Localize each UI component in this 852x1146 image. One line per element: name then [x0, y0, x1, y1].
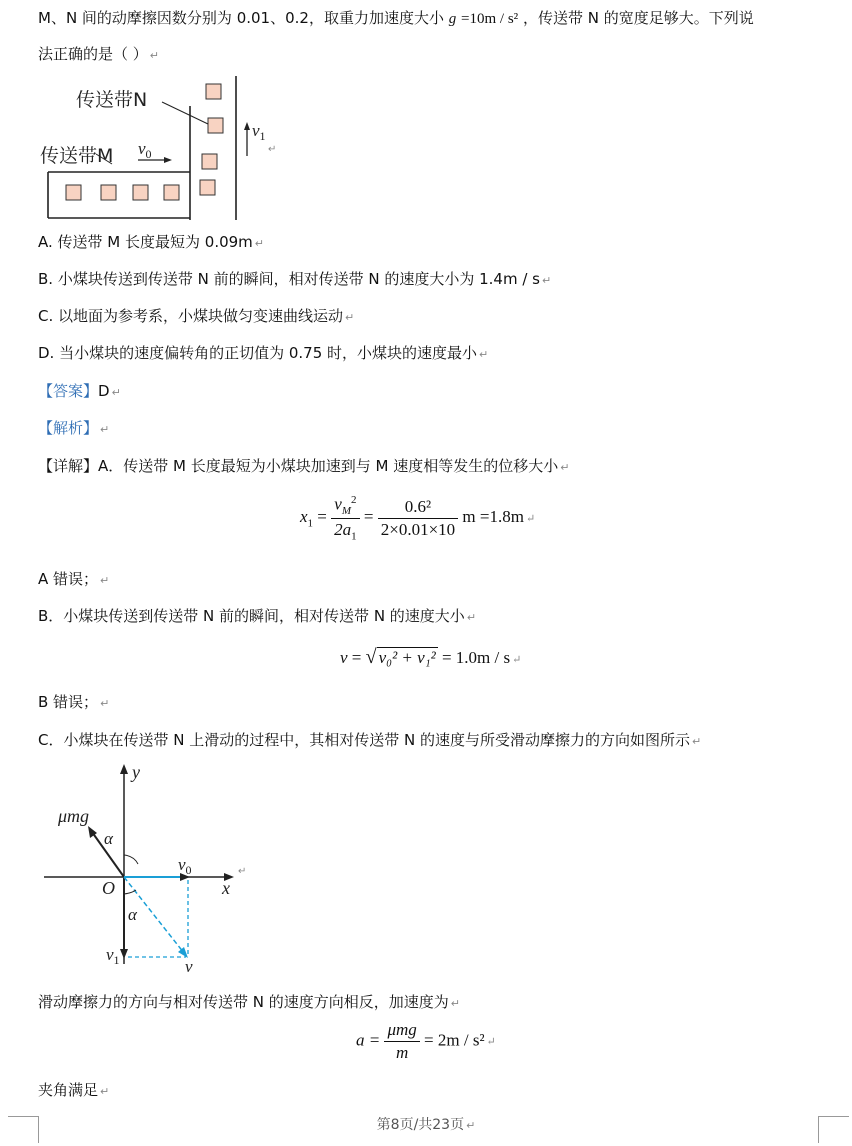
return-mark-2: ↵ — [238, 866, 247, 877]
fraction-a: $\frac{\text{μmg}}{m}$ — [384, 1020, 419, 1063]
option-a: A. 传送带 M 长度最短为 0.09m ↵ — [38, 233, 265, 251]
equation-3: a = $\frac{\text{μmg}}{m}$ = 2m / s² ↵ — [356, 1020, 496, 1062]
page-footer: 第8页/共23页 ↵ — [376, 1117, 476, 1133]
fraction-vm: $\frac{v_M^2}{2a_1}$ — [331, 494, 360, 542]
mu-mg-label: μmg — [58, 806, 90, 826]
intro-line-1 — [38, 8, 754, 29]
option-b: B. 小煤块传送到传送带 N 前的瞬间，相对传送带 N 的速度大小为 1.4m / s ↵ — [38, 270, 552, 288]
answer-label: 【答案】 — [38, 382, 99, 400]
question-stem: 法正确的是（ ） — [38, 45, 148, 63]
v0-vector — [124, 873, 190, 881]
angle-arc-bottom — [124, 890, 136, 894]
fraction-numeric: $\frac{\text{0.6²}}{2\times 0.01\times 10}$ — [378, 497, 458, 540]
option-c-text: C. 以地面为参考系，小煤块做匀变速曲线运动 — [38, 307, 344, 325]
option-a-text: A. 传送带 M 长度最短为 0.09m — [38, 233, 253, 251]
y-label: y — [132, 762, 140, 782]
origin-label: O — [102, 878, 115, 898]
a-wrong-line: A 错误； ↵ — [38, 570, 110, 588]
g-symbol: g — [448, 11, 457, 27]
option-b-text: B. 小煤块传送到传送带 N 前的瞬间，相对传送带 N 的速度大小为 1.4m / s — [38, 270, 540, 288]
equation-2: v = √ v₀² + v₁² = 1.0m / s ↵ — [340, 646, 522, 668]
angle-arc-top — [124, 855, 138, 864]
label-belt-m: 传送带M — [40, 145, 114, 167]
answer-line: 【答案】D ↵ — [38, 382, 121, 400]
label-belt-n: 传送带N — [76, 89, 148, 111]
return-mark: ↵ — [268, 144, 277, 155]
analysis-line: 【解析】 ↵ — [38, 419, 110, 437]
alpha-top: α — [104, 829, 113, 848]
g-value: =10m / s² — [461, 11, 519, 27]
v0-label: $v_0$ — [178, 855, 192, 877]
v-label: v — [185, 957, 193, 976]
v1-vector — [120, 877, 128, 959]
equation-1: $x_1$ = $\frac{v_M^2}{2a_1}$ = $\frac{\text{0.6²}}{2\times 0.01\times 10}$ m =1.8m ↵ — [300, 494, 536, 543]
vector-figure — [40, 760, 260, 980]
option-d-text: D. 当小煤块的速度偏转角的正切值为 0.75 时，小煤块的速度最小 — [38, 344, 478, 362]
axes — [44, 770, 228, 964]
v1-label: $v_1$ — [106, 945, 120, 967]
intro-text: M、N 间的动摩擦因数分别为 0.01、0.2，取重力加速度大小 — [38, 9, 444, 27]
intro-text-post: ，传送带 N 的宽度足够大。下列说 — [522, 9, 754, 27]
answer-value: D — [98, 382, 110, 400]
detail-label: 【详解】 — [38, 457, 99, 475]
analysis-label: 【解析】 — [38, 419, 99, 437]
option-d: D. 当小煤块的速度偏转角的正切值为 0.75 时，小煤块的速度最小 ↵ — [38, 344, 489, 362]
alpha-bottom: α — [128, 905, 137, 924]
conveyor-figure — [40, 72, 290, 224]
detail-a-line: 【详解】A．传送带 M 长度最短为小煤块加速到与 M 速度相等发生的位移大小 ↵ — [38, 457, 570, 475]
dashed-guides — [128, 880, 188, 957]
label-v0: $v_0$ — [138, 139, 152, 161]
detail-b-line: B．小煤块传送到传送带 N 前的瞬间，相对传送带 N 的速度大小 ↵ — [38, 607, 477, 625]
detail-c-line: C．小煤块在传送带 N 上滑动的过程中，其相对传送带 N 的速度与所受滑动摩擦力的方向如图所示 ↵ — [38, 731, 702, 749]
arrow-v1 — [244, 122, 250, 156]
option-c: C. 以地面为参考系，小煤块做匀变速曲线运动 ↵ — [38, 307, 355, 325]
friction-line: 滑动摩擦力的方向与相对传送带 N 的速度方向相反，加速度为 ↵ — [38, 993, 460, 1011]
pointer-line-n — [162, 102, 208, 124]
intro-line-2: 法正确的是（ ） ↵ — [38, 45, 159, 63]
angle-line: 夹角满足 ↵ — [38, 1081, 110, 1099]
label-v1: $v_1$ — [252, 121, 266, 143]
detail-a-text: A．传送带 M 长度最短为小煤块加速到与 M 速度相等发生的位移大小 — [98, 457, 559, 475]
y-axis-arrow — [120, 764, 128, 774]
x-label: x — [222, 878, 230, 898]
b-wrong-line: B 错误； ↵ — [38, 693, 110, 711]
